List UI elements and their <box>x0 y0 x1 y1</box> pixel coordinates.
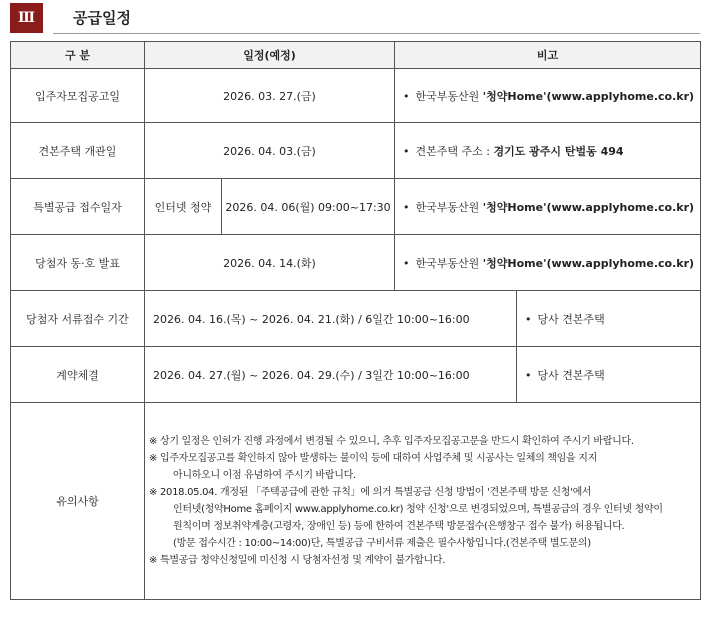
row-label: 계약체결 <box>11 347 145 403</box>
table-row <box>11 347 701 403</box>
note-3b: 인터넷(청약Home 홈페이지 www.applyhome.co.kr) 청약 신청'으로 변경되었으며, 특별공급의 경우 인터넷 청약이 <box>173 504 663 515</box>
note-3d: (방문 접수시간 : 10:00~14:00)단, 특별공급 구비서류 제출은 필수사항입니다.(견본주택 별도문의) <box>173 538 591 549</box>
header-category: 구 분 <box>11 42 145 69</box>
row-sub: 인터넷 청약 <box>145 179 222 235</box>
table-row <box>11 123 701 179</box>
section-title: 공급일정 <box>73 9 131 27</box>
supply-schedule-table <box>10 41 701 600</box>
row-label: 입주자모집공고일 <box>11 69 145 123</box>
header-schedule: 일정(예정) <box>145 42 395 69</box>
row-date: 2026. 04. 06(월) 09:00~17:30 <box>222 179 395 235</box>
row-date: 2026. 04. 14.(화) <box>145 235 395 291</box>
header-remarks: 비고 <box>395 42 701 69</box>
row-remark: • 한국부동산원 '청약Home'(www.applyhome.co.kr) <box>395 235 701 291</box>
table-row <box>11 179 701 235</box>
row-remark: • 한국부동산원 '청약Home'(www.applyhome.co.kr) <box>395 69 701 123</box>
table-row <box>11 235 701 291</box>
row-label: 당첨자 서류접수 기간 <box>11 291 145 347</box>
notes-row <box>11 403 701 600</box>
note-3a: ※ 2018.05.04. 개정된 「주택공급에 관한 규칙」에 의거 특별공급 신청 방법이 '견본주택 방문 신청'에서 <box>149 487 592 498</box>
note-4: ※ 특별공급 청약신청일에 미신청 시 당첨자선정 및 계약이 불가합니다. <box>149 555 446 566</box>
table-row <box>11 69 701 123</box>
row-label: 유의사항 <box>11 403 145 600</box>
row-remark: • 당사 견본주택 <box>517 291 701 347</box>
row-label: 당첨자 동·호 발표 <box>11 235 145 291</box>
note-2b: 아니하오니 이점 유념하여 주시기 바랍니다. <box>173 470 356 481</box>
row-remark: • 한국부동산원 '청약Home'(www.applyhome.co.kr) <box>395 179 701 235</box>
notes-content <box>145 403 701 600</box>
section-header <box>10 3 700 33</box>
row-remark: • 견본주택 주소 : 경기도 광주시 탄벌동 494 <box>395 123 701 179</box>
note-3c: 원칙이며 정보취약계층(고령자, 장애인 등) 등에 한하여 견본주택 방문접수(은행창구 접수 불가) 허용됩니다. <box>173 521 625 532</box>
row-remark: • 당사 견본주택 <box>517 347 701 403</box>
table-row <box>11 291 701 347</box>
section-number: Ⅲ <box>10 3 43 33</box>
header-divider <box>53 33 700 34</box>
row-label: 특별공급 접수일자 <box>11 179 145 235</box>
note-2a: ※ 입주자모집공고를 확인하지 않아 발생하는 불이익 등에 대하여 사업주체 및 시공사는 일체의 책임을 지지 <box>149 453 597 464</box>
row-date: 2026. 04. 16.(목) ~ 2026. 04. 21.(화) / 6일간 10:00~16:00 <box>145 291 517 347</box>
row-date: 2026. 04. 27.(월) ~ 2026. 04. 29.(수) / 3일간 10:00~16:00 <box>145 347 517 403</box>
note-1: ※ 상기 일정은 인허가 진행 과정에서 변경될 수 있으니, 추후 입주자모집공고문을 반드시 확인하여 주시기 바랍니다. <box>149 436 634 447</box>
row-date: 2026. 03. 27.(금) <box>145 69 395 123</box>
row-label: 견본주택 개관일 <box>11 123 145 179</box>
row-date: 2026. 04. 03.(금) <box>145 123 395 179</box>
table-header-row <box>11 42 701 69</box>
